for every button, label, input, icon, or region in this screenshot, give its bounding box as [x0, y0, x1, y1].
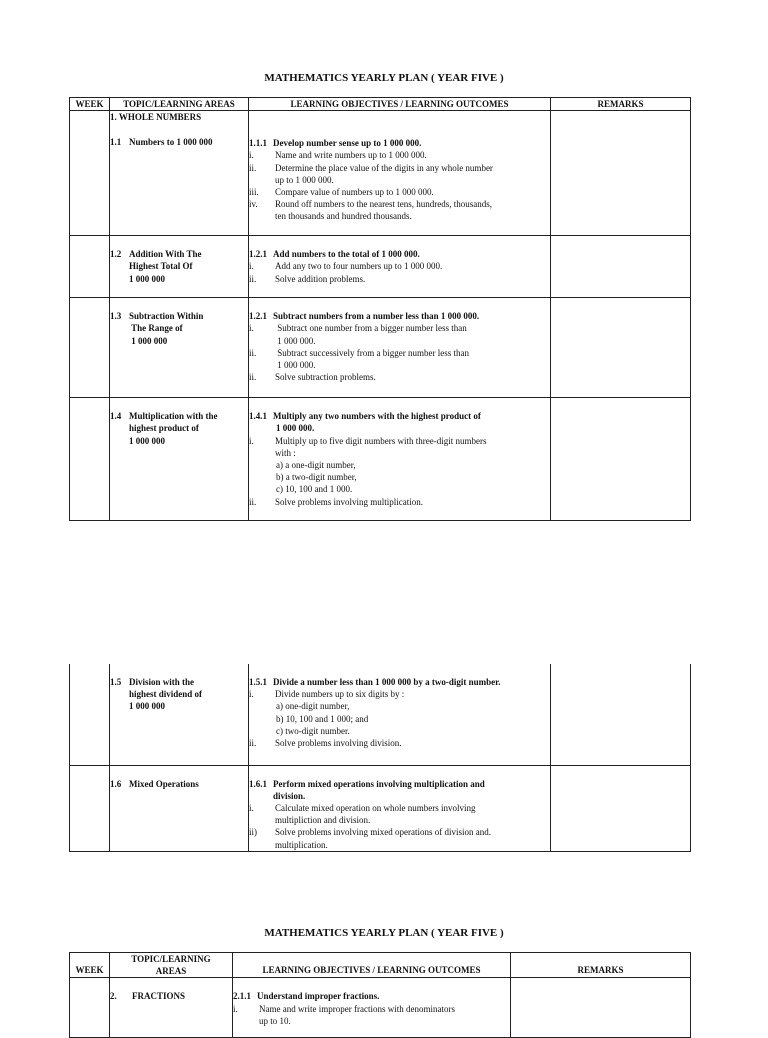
section-title: 1. WHOLE NUMBERS	[110, 112, 202, 123]
topic-cell	[110, 398, 249, 521]
objective-heading: 2.1.1 Understand improper fractions.	[233, 991, 380, 1002]
objectives-cell	[249, 398, 551, 521]
remarks-cell	[551, 765, 691, 851]
table-row	[70, 664, 691, 765]
outcome-item: i. Divide numbers up to six digits by :	[249, 689, 405, 700]
week-cell	[70, 765, 110, 851]
topic-header: TOPIC/LEARNING AREAS	[110, 98, 249, 111]
objective-heading: 1.6.1 Perform mixed operations involving multiplication and division.	[249, 778, 485, 801]
remarks-cell	[551, 664, 691, 765]
table-row	[70, 236, 691, 298]
objective-number: 1.1.1	[249, 138, 267, 149]
table-row	[70, 298, 691, 398]
outcome-item: ii. Solve problems involving division.	[249, 738, 402, 749]
objective-heading: 1.5.1 Divide a number less than 1 000 000 by a two-digit number.	[249, 677, 501, 687]
outcome-item: ii. Determine the place value of the digits in any whole number up to 1 000 000.	[249, 162, 493, 185]
outcome-item: i. Name and write improper fractions with denominators up to 10.	[233, 1003, 455, 1026]
week-cell	[70, 236, 110, 298]
topic-item: 1.5 Division with the highest dividend of 1 000 000	[110, 677, 203, 712]
remarks-cell	[511, 978, 691, 1038]
topic-cell	[110, 765, 249, 851]
sub-item: b) 10, 100 and 1 000; and	[276, 713, 369, 724]
outcome-item: ii) Solve problems involving mixed operations of division and. multiplication.	[249, 827, 491, 850]
table-row	[70, 765, 691, 851]
topic-number: 1.1	[110, 137, 122, 148]
header-row	[70, 98, 691, 111]
week-header: WEEK	[70, 98, 110, 111]
yearly-plan-table-continued	[69, 664, 691, 852]
table-row	[70, 978, 691, 1038]
topic-header: TOPIC/LEARNING AREAS	[110, 953, 233, 978]
topic-item: 1.4 Multiplication with the highest product of 1 000 000	[110, 411, 218, 446]
objectives-cell	[249, 236, 551, 298]
outcome-item: i. Multiply up to five digit numbers with three-digit numbers with :	[249, 435, 487, 458]
remarks-cell	[551, 298, 691, 398]
outcome-item: ii. Solve subtraction problems.	[249, 372, 376, 383]
sub-item: c) 10, 100 and 1 000.	[276, 484, 353, 495]
objective-heading: 1.2.1 Subtract numbers from a number less than 1 000 000.	[249, 311, 480, 322]
objectives-cell	[249, 765, 551, 851]
sub-item: c) two-digit number.	[276, 725, 350, 736]
topic-item: 2. FRACTIONS	[110, 991, 186, 1002]
objectives-header: LEARNING OBJECTIVES / LEARNING OUTCOMES	[233, 953, 511, 978]
table-row	[70, 398, 691, 521]
page-title: MATHEMATICS YEARLY PLAN ( YEAR FIVE )	[264, 927, 504, 939]
objectives-cell	[233, 978, 511, 1038]
topic-cell	[110, 978, 233, 1038]
sub-item: a) a one-digit number,	[276, 460, 356, 471]
outcome-item: i. Add any two to four numbers up to 1 000 000.	[249, 261, 443, 272]
objective-title: Develop number sense up to 1 000 000.	[273, 138, 422, 149]
objectives-cell	[249, 664, 551, 765]
outcome-item: ii. Subtract successively from a bigger number less than 1 000 000.	[249, 347, 469, 371]
outcome-item: iii. Compare value of numbers up to 1 000 000.	[249, 187, 434, 198]
objective-heading: 1.4.1 Multiply any two numbers with the highest product of 1 000 000.	[249, 411, 481, 434]
header-row	[70, 953, 691, 978]
topic-cell	[110, 298, 249, 398]
remarks-cell	[551, 111, 691, 236]
page-title: MATHEMATICS YEARLY PLAN ( YEAR FIVE )	[264, 72, 504, 84]
topic-number: 1.2	[110, 249, 122, 260]
objectives-cell	[249, 298, 551, 398]
week-cell	[70, 298, 110, 398]
topic-item	[110, 136, 248, 148]
objectives-cell	[249, 111, 551, 236]
objective-heading	[249, 137, 550, 149]
objectives-header: LEARNING OBJECTIVES / LEARNING OUTCOMES	[249, 98, 551, 111]
remarks-cell	[551, 398, 691, 521]
outcome-item: i. Calculate mixed operation on whole numbers involving multipliction and division.	[249, 802, 476, 826]
outcome-item: i. Subtract one number from a bigger number less than 1 000 000.	[249, 323, 467, 346]
remarks-header: REMARKS	[511, 953, 691, 978]
outcome-item: i. Name and write numbers up to 1 000 000.	[249, 150, 427, 161]
remarks-header: REMARKS	[551, 98, 691, 111]
topic-item: 1.6 Mixed Operations	[110, 778, 199, 789]
outcome-item: ii. Solve addition problems.	[249, 273, 366, 284]
topic-name: FRACTIONS	[132, 991, 186, 1002]
week-cell	[70, 978, 110, 1038]
week-cell	[70, 664, 110, 765]
topic-cell	[110, 664, 249, 765]
table-row	[70, 111, 691, 236]
topic-item: 1.3 Subtraction Within The Range of 1 000 000	[110, 311, 204, 346]
sub-item: a) one-digit number,	[276, 701, 350, 712]
topic-cell	[110, 236, 249, 298]
week-cell	[70, 111, 110, 236]
outcome-item: iv. Round off numbers to the nearest tens, hundreds, thousands, ten thousands and hundred thousands.	[249, 199, 493, 222]
objective-heading: 1.2.1 Add numbers to the total of 1 000 000.	[249, 249, 420, 260]
remarks-cell	[551, 236, 691, 298]
week-cell	[70, 398, 110, 521]
topic-item: 1.2 Addition With The Highest Total Of 1 000 000	[110, 249, 202, 284]
topic-cell	[110, 111, 249, 236]
sub-item: b) a two-digit number,	[276, 472, 357, 483]
yearly-plan-table	[69, 97, 691, 521]
outcome-item: ii. Solve problems involving multiplication.	[249, 496, 423, 507]
week-header: WEEK	[70, 953, 110, 978]
topic-line: Numbers to 1 000 000	[129, 137, 213, 148]
yearly-plan-table-fractions	[69, 952, 691, 1038]
